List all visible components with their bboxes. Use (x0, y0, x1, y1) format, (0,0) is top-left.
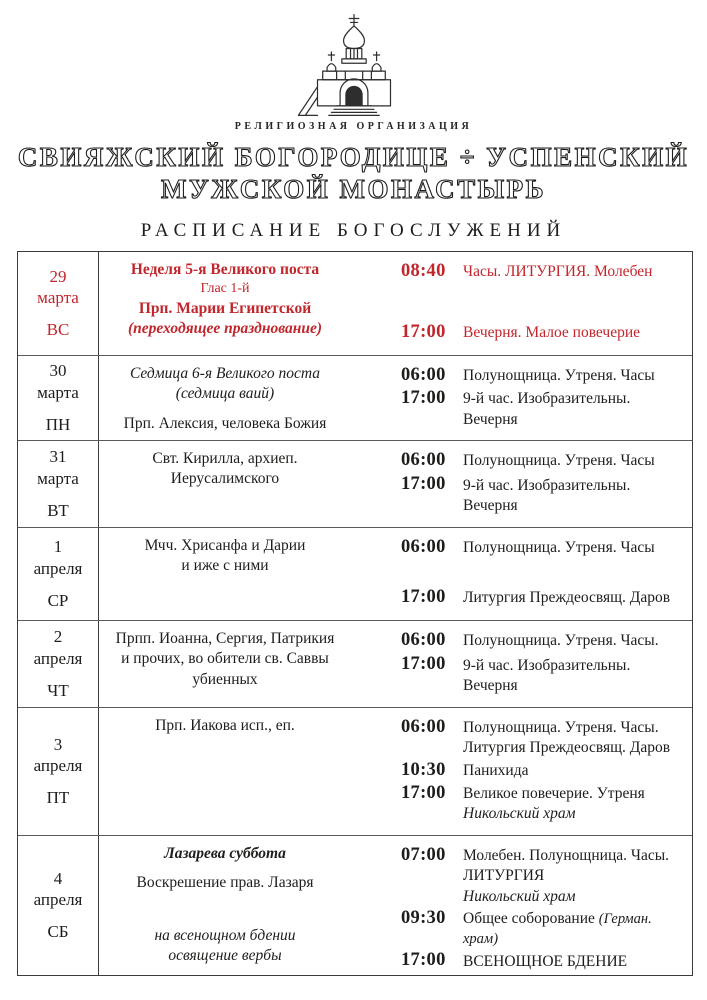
service-text (457, 949, 627, 972)
services-cell (351, 441, 692, 527)
feast-line: и прочих, во обители св. Саввы (121, 650, 329, 668)
service-text (457, 907, 688, 950)
service-line: Литургия Преждеосвящ. Даров (463, 589, 671, 607)
org-label: РЕЛИГИОЗНАЯ ОРГАНИЗАЦИЯ (234, 121, 473, 132)
weekday-label: СБ (47, 922, 69, 942)
services-cell (351, 528, 692, 620)
schedule-row (18, 356, 692, 441)
feast-cell (99, 708, 351, 835)
weekday-label: ВС (46, 320, 70, 340)
feast-line: убиенных (192, 670, 258, 688)
service-text (457, 387, 688, 430)
service-line-note: (Герман. храм) (463, 911, 652, 948)
service-time: 06:00 (401, 364, 446, 385)
feast-line: Прп. Алексия, человека Божия (123, 414, 327, 432)
feast-line: Мчч. Хрисанфа и Дарии (144, 536, 306, 554)
service-entry (401, 586, 688, 609)
feast-line: Неделя 5-я Великого поста (130, 260, 320, 278)
service-entry (401, 473, 688, 516)
feast-line: (седмица ваий) (175, 385, 275, 403)
day-number: 29 (49, 266, 67, 286)
month-label: апреля (33, 756, 83, 776)
service-line: 9-й час. Изобразительны. Вечерня (463, 476, 631, 514)
feast-line: Прп. Иакова исп., еп. (155, 716, 295, 734)
service-line: Никольский храм (463, 887, 576, 905)
service-time: 06:00 (401, 536, 446, 557)
date-cell (18, 356, 99, 440)
feast-line: Свт. Кирилла, архиеп. (152, 449, 298, 467)
service-text (457, 260, 652, 283)
service-line: Полунощница. Утреня. Часы (463, 452, 655, 470)
month-label: марта (37, 382, 79, 402)
feast-line: Глас 1-й (200, 281, 250, 297)
service-line: Полунощница. Утреня. Часы (463, 539, 655, 557)
service-entry (401, 782, 688, 825)
service-time: 17:00 (401, 586, 446, 607)
service-line: ВСЕНОЩНОЕ БДЕНИЕ (463, 952, 628, 970)
service-text (457, 586, 670, 609)
feast-line: Седмица 6-я Великого поста (129, 364, 321, 382)
day-number: 30 (49, 361, 67, 381)
service-text (457, 844, 669, 907)
service-line: Никольский храм (463, 805, 576, 823)
weekday-label: ЧТ (47, 680, 69, 700)
date-cell (18, 528, 99, 620)
service-line: Литургия Преждеосвящ. Даров (463, 739, 671, 757)
service-entry (401, 260, 688, 283)
service-line: Общее соборование (Герман. храм) (463, 910, 652, 948)
month-label: марта (37, 288, 79, 308)
service-time: 17:00 (401, 321, 446, 342)
service-text (457, 716, 670, 759)
schedule-row (18, 621, 692, 708)
service-time: 06:00 (401, 449, 446, 470)
service-line: Полунощница. Утреня. Часы. (463, 632, 659, 650)
service-time: 17:00 (401, 950, 446, 971)
day-number: 31 (49, 447, 67, 467)
day-number: 3 (53, 734, 63, 754)
service-entry (401, 759, 688, 782)
feast-line: и иже с ними (181, 557, 269, 575)
feast-line: Лазарева суббота (164, 844, 286, 862)
service-line: Часы. ЛИТУРГИЯ. Молебен (463, 263, 653, 281)
feast-cell (99, 356, 351, 440)
services-cell (351, 621, 692, 707)
service-time: 17:00 (401, 782, 446, 803)
services-cell (351, 356, 692, 440)
service-entry (401, 629, 688, 652)
service-line: Полунощница. Утреня. Часы. (463, 719, 659, 737)
services-cell (351, 708, 692, 835)
schedule-row (18, 441, 692, 528)
feast-cell (99, 441, 351, 527)
monastery-title-line1: СВИЯЖСКИЙ БОГОРОДИЦЕ ÷ УСПЕНСКИЙ (17, 142, 690, 172)
service-text (457, 449, 655, 472)
day-number: 2 (53, 627, 63, 647)
feast-line: на всенощном бдении (154, 926, 296, 944)
date-cell (18, 836, 99, 975)
schedule-row (18, 252, 692, 356)
feast-line: Прп. Марии Египетской (138, 299, 312, 317)
services-cell (351, 252, 692, 355)
service-time: 08:40 (401, 260, 446, 281)
service-time: 09:30 (401, 907, 446, 928)
service-time: 10:30 (401, 759, 446, 780)
service-line: ЛИТУРГИЯ (463, 867, 545, 885)
feast-line: Иерусалимского (170, 470, 280, 488)
service-text (457, 473, 688, 516)
feast-line: Прпп. Иоанна, Сергия, Патрикия (115, 629, 335, 647)
service-text (457, 759, 528, 782)
schedule-row (18, 708, 692, 836)
service-line: 9-й час. Изобразительны. Вечерня (463, 656, 631, 694)
service-entry (401, 716, 688, 759)
service-text (457, 364, 655, 387)
schedule-title: РАСПИСАНИЕ БОГОСЛУЖЕНИЙ (140, 219, 567, 241)
service-line: Великое повечерие. Утреня (463, 785, 645, 803)
header (0, 0, 707, 242)
service-line: 9-й час. Изобразительны. Вечерня (463, 390, 631, 428)
service-entry (401, 949, 688, 972)
service-entry (401, 536, 688, 559)
day-number: 4 (53, 868, 63, 888)
service-time: 07:00 (401, 844, 446, 865)
service-line: Вечерня. Малое повечерие (463, 324, 641, 342)
feast-cell (99, 836, 351, 975)
date-cell (18, 441, 99, 527)
feast-line: освящение вербы (168, 947, 282, 965)
service-entry (401, 387, 688, 430)
weekday-label: ВТ (47, 500, 69, 520)
feast-line: (переходящее празднование) (127, 320, 323, 338)
service-line: Панихида (463, 762, 529, 780)
service-text (457, 321, 640, 344)
service-time: 17:00 (401, 474, 446, 494)
weekday-label: СР (47, 590, 69, 610)
schedule-row (18, 528, 692, 621)
date-cell (18, 252, 99, 355)
month-label: апреля (33, 558, 83, 578)
service-entry (401, 321, 688, 344)
weekday-label: ПН (45, 414, 71, 434)
services-cell (351, 836, 692, 975)
month-label: марта (37, 468, 79, 488)
feast-cell (99, 528, 351, 620)
service-entry (401, 449, 688, 472)
service-text (457, 653, 688, 696)
service-time: 06:00 (401, 629, 446, 650)
month-label: апреля (33, 890, 83, 910)
date-cell (18, 708, 99, 835)
month-label: апреля (33, 648, 83, 668)
service-entry (401, 907, 688, 950)
feast-cell (99, 621, 351, 707)
service-time: 06:00 (401, 716, 446, 737)
schedule-row (18, 836, 692, 975)
monastery-title-line2: МУЖСКОЙ МОНАСТЫРЬ (161, 174, 546, 205)
service-text (457, 536, 655, 559)
feast-cell (99, 252, 351, 355)
weekday-label: ПТ (46, 788, 70, 808)
service-entry (401, 653, 688, 696)
schedule-table (17, 251, 693, 976)
service-entry (401, 364, 688, 387)
service-text (457, 629, 659, 652)
date-cell (18, 621, 99, 707)
service-entry (401, 844, 688, 907)
feast-line: Воскрешение прав. Лазаря (136, 874, 314, 892)
monastery-logo-icon (293, 12, 415, 118)
day-number: 1 (53, 537, 63, 557)
service-time: 17:00 (401, 387, 446, 408)
service-text (457, 782, 645, 825)
service-line: Полунощница. Утреня. Часы (463, 367, 655, 385)
service-line: Молебен. Полунощница. Часы. (463, 847, 670, 865)
service-time: 17:00 (401, 654, 446, 674)
